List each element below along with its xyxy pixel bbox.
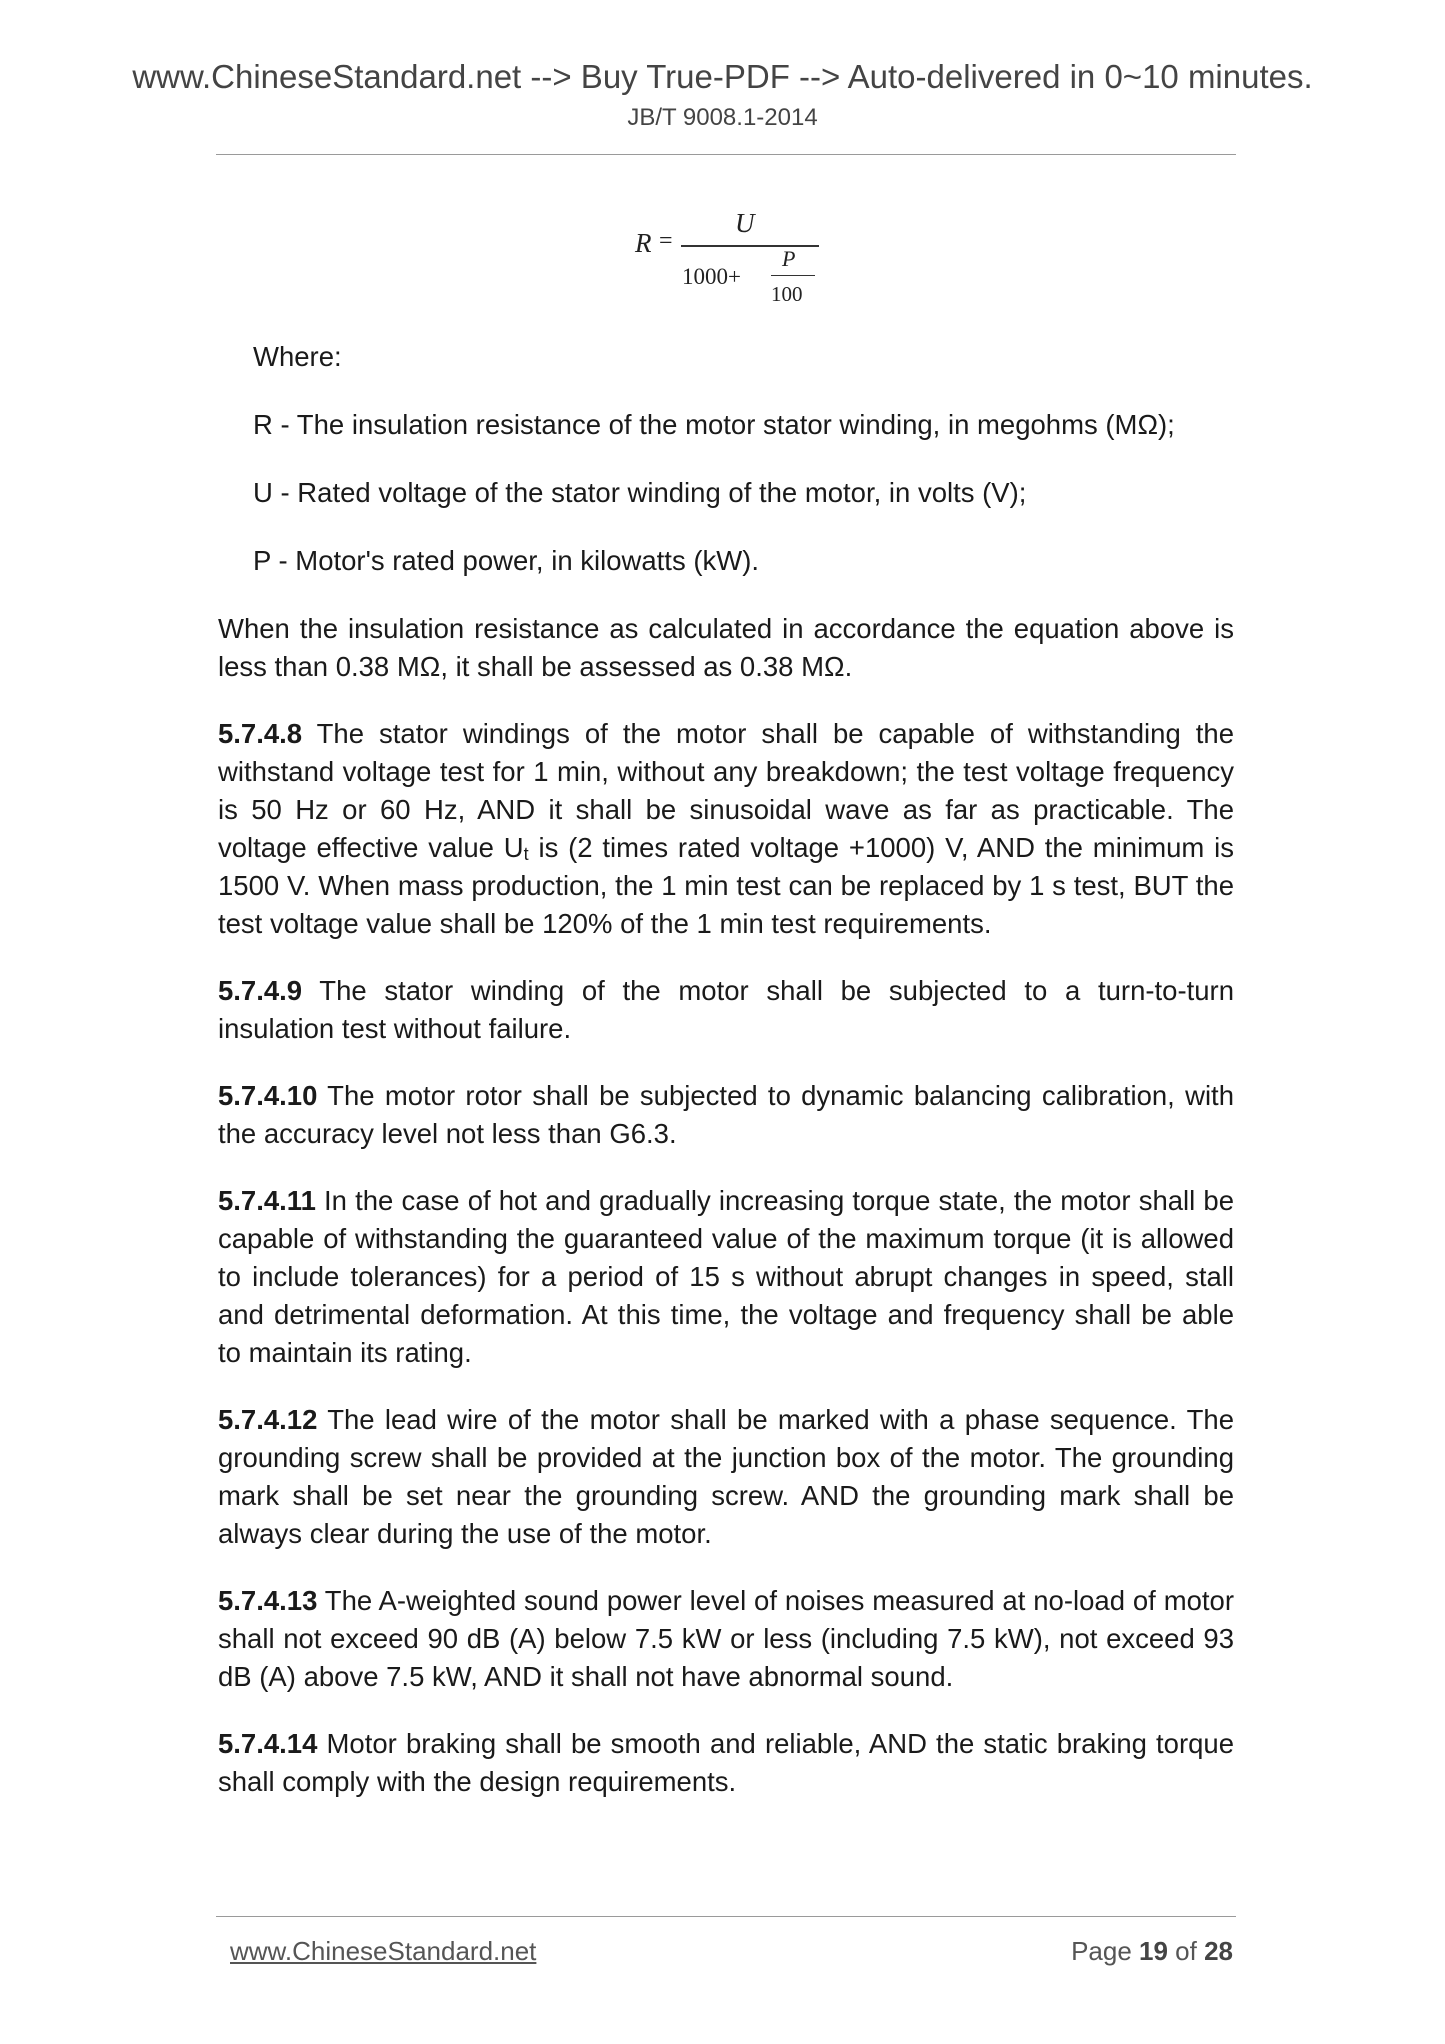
header-banner: www.ChineseStandard.net --> Buy True-PDF --> Auto-delivered in 0~10 minutes.	[132, 58, 1313, 95]
definition-u: U - Rated voltage of the stator winding of the motor, in volts (V);	[253, 477, 1027, 508]
page-of: of	[1167, 1936, 1205, 1966]
clause-number: 5.7.4.9	[218, 975, 303, 1006]
formula-numerator: U	[735, 208, 755, 238]
definition-p: P - Motor's rated power, in kilowatts (kW).	[253, 545, 759, 576]
where-label: Where:	[253, 341, 342, 372]
document-number: JB/T 9008.1-2014	[627, 104, 818, 131]
clause-number: 5.7.4.14	[218, 1728, 318, 1759]
clause-number: 5.7.4.11	[218, 1185, 316, 1216]
page-total: 28	[1204, 1936, 1233, 1966]
clause-5-7-4-9	[218, 972, 1234, 1048]
clause-text: In the case of hot and gradually increasing torque state, the motor shall be capable of withstanding the guaranteed value of the maximum torque (it is allowed to include tolerances) for a period of 15 s without abrupt changes in speed, stall and detrimental deformation. At this time, the voltage and frequency shall be able to maintain its rating.	[218, 1185, 1234, 1368]
clause-5-7-4-10	[218, 1077, 1234, 1153]
clause-number: 5.7.4.12	[218, 1404, 318, 1435]
clause-subscript: t	[523, 844, 529, 864]
clause-text: The motor rotor shall be subjected to dynamic balancing calibration, with the accuracy level not less than G6.3.	[218, 1080, 1234, 1149]
clause-5-7-4-14	[218, 1725, 1234, 1801]
clause-number: 5.7.4.8	[218, 718, 303, 749]
formula-denominator-const: 1000+	[682, 264, 741, 289]
definition-r: R - The insulation resistance of the motor stator winding, in megohms (MΩ);	[253, 409, 1175, 440]
formula-lhs: R	[635, 228, 652, 258]
clause-5-7-4-11	[218, 1182, 1234, 1372]
document-body	[218, 338, 1234, 1830]
formula-inner-numerator: P	[782, 246, 796, 271]
clause-5-7-4-12	[218, 1401, 1234, 1553]
clause-text: The stator windings of the motor shall be capable of withstanding the withstand voltage test for 1 min, without any breakdown; the test voltage frequency is 50 Hz or 60 Hz, AND it shall be sinusoidal wave as far as practicable. The voltage effective value U	[218, 718, 1234, 863]
clause-text: The stator winding of the motor shall be subjected to a turn-to-turn insulation test without failure.	[218, 975, 1234, 1044]
formula-inner-fraction-bar	[771, 275, 815, 276]
clause-5-7-4-13	[218, 1582, 1234, 1696]
page-indicator	[1071, 1936, 1233, 1967]
clause-number: 5.7.4.13	[218, 1585, 318, 1616]
header-divider	[216, 154, 1236, 155]
assessment-note: When the insulation resistance as calculated in accordance the equation above is less than 0.38 MΩ, it shall be assessed as 0.38 MΩ.	[218, 613, 1234, 682]
formula-inner-denominator: 100	[771, 282, 803, 306]
clause-text: The lead wire of the motor shall be marked with a phase sequence. The grounding screw shall be provided at the junction box of the motor. The grounding mark shall be set near the grounding screw. AND the grounding mark shall be always clear during the use of the motor.	[218, 1404, 1234, 1549]
formula-main-fraction-bar	[681, 245, 819, 247]
page-current: 19	[1139, 1936, 1168, 1966]
page-prefix: Page	[1071, 1936, 1140, 1966]
footer-website-link[interactable]: www.ChineseStandard.net	[230, 1936, 537, 1966]
clause-5-7-4-8	[218, 715, 1234, 943]
clause-text: The A-weighted sound power level of noises measured at no-load of motor shall not exceed 90 dB (A) below 7.5 kW or less (including 7.5 kW), not exceed 93 dB (A) above 7.5 kW, AND it shall not have abnormal sound.	[218, 1585, 1234, 1692]
clause-number: 5.7.4.10	[218, 1080, 318, 1111]
clause-text: Motor braking shall be smooth and reliable, AND the static braking torque shall comply with the design requirements.	[218, 1728, 1234, 1797]
insulation-resistance-formula	[635, 208, 825, 318]
clause-text-continued: is (2 times rated voltage +1000) V, AND the minimum is 1500 V. When mass production, the 1 min test can be replaced by 1 s test, BUT the test voltage value shall be 120% of the 1 min test requirements.	[218, 832, 1234, 939]
footer-divider	[216, 1916, 1236, 1917]
formula-equals: =	[659, 228, 673, 254]
